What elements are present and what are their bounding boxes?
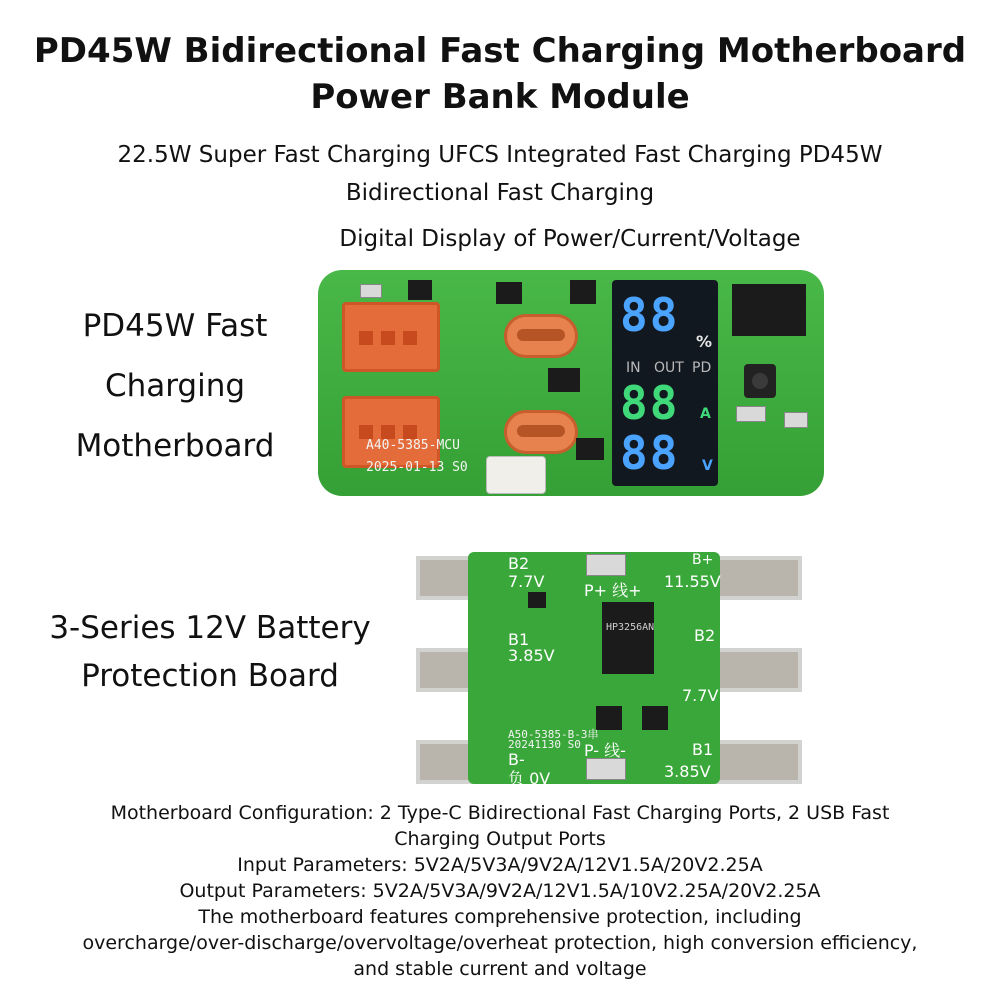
protection-label-line-1: 3-Series 12V Battery [49,610,371,646]
terminal-pad [714,556,802,600]
page-title [0,28,1000,120]
b2-label: B2 [508,554,530,573]
b2-voltage: 7.7V [508,572,545,591]
motherboard-label-line-3: Motherboard [75,428,275,464]
motherboard-label [40,296,310,476]
subtitle-line-2: Bidirectional Fast Charging [345,180,655,206]
digital-display [612,280,718,486]
protection-label-line-2: Protection Board [81,658,339,694]
protection-board-label [20,604,400,700]
b1-right-voltage: 3.85V [664,762,711,781]
b-plus-label: B+ [692,552,714,568]
terminal-pad [714,648,802,692]
spec-line-1: Motherboard Configuration: 2 Type-C Bidirectional Fast Charging Ports, 2 USB Fast [110,802,890,824]
display-mode-pd: PD [692,360,712,376]
typec-port-1 [504,314,578,358]
subtitle [0,136,1000,212]
motherboard-label-line-2: Charging [104,368,246,404]
display-mode-in: IN [626,360,641,376]
spec-line-6: overcharge/over-discharge/overvoltage/overheat protection, high conversion efficiency, [82,932,918,954]
protection-board-model: A50-5385-B-3串 [508,728,599,741]
p-minus-label: P- 线- [584,741,626,760]
motherboard-label-line-1: PD45W Fast [82,308,268,344]
display-mode-out: OUT [654,360,684,376]
b-plus-voltage: 11.55V [664,572,721,591]
p-plus-label: P+ 线+ [584,581,642,600]
p-minus-pad [586,758,626,780]
spec-line-4: Output Parameters: 5V2A/5V3A/9V2A/12V1.5A/10V2.25A/20V2.25A [179,880,821,902]
display-current-unit: A [700,406,711,422]
mosfet-chip [596,706,622,730]
display-voltage-unit: V [702,458,713,474]
display-current-digits: 88 [620,376,680,430]
protection-board-date: 20241130 S0 [508,738,581,751]
typec-port-2 [504,410,578,454]
display-voltage-digits: 88 [620,426,680,480]
title-line-2: Power Bank Module [310,77,690,117]
motherboard-model: A40-5385-MCU [366,438,460,453]
terminal-pad [714,740,802,784]
b2-right-label: B2 [694,626,716,645]
b-minus-sublabel: 负 0V [508,769,551,788]
b-minus-label: B- [508,750,525,769]
spec-line-2: Charging Output Ports [394,828,606,850]
controller-chip [732,284,806,336]
p-plus-pad [586,554,626,576]
motherboard-date: 2025-01-13 S0 [366,460,468,475]
usb-port-2 [342,396,440,468]
power-button [744,364,776,398]
spec-line-5: The motherboard features comprehensive protection, including [198,906,802,928]
b2-right-voltage: 7.7V [682,686,719,705]
mosfet-chip [642,706,668,730]
protection-chip [602,602,654,674]
spec-description [0,800,1000,982]
mosfet-chip [496,282,522,304]
smd-component [360,284,382,298]
subtitle-line-1: 22.5W Super Fast Charging UFCS Integrated Fast Charging PD45W [117,142,883,168]
mosfet-chip [570,280,596,304]
mosfet-chip [548,368,580,392]
protection-board-image [468,552,721,788]
spec-line-7: and stable current and voltage [353,958,647,980]
capacitor [486,456,546,494]
spec-line-3: Input Parameters: 5V2A/5V3A/9V2A/12V1.5A/20V2.25A [237,854,763,876]
smd-component [736,406,766,422]
chip-marking: HP3256AN [606,622,655,633]
display-caption: Digital Display of Power/Current/Voltage [339,226,801,252]
smd-component [784,412,808,428]
mosfet-chip [576,438,604,460]
b1-right-label: B1 [692,740,714,759]
display-percent: % [696,332,713,351]
b1-left-voltage: 3.85V [508,646,555,665]
mosfet-chip [408,280,432,300]
title-line-1: PD45W Bidirectional Fast Charging Motherboard [33,31,967,71]
display-battery-digits: 88 [620,288,680,342]
b1-left-label: B1 [508,630,530,649]
mosfet-chip [528,592,546,608]
usb-port-1 [342,302,440,372]
